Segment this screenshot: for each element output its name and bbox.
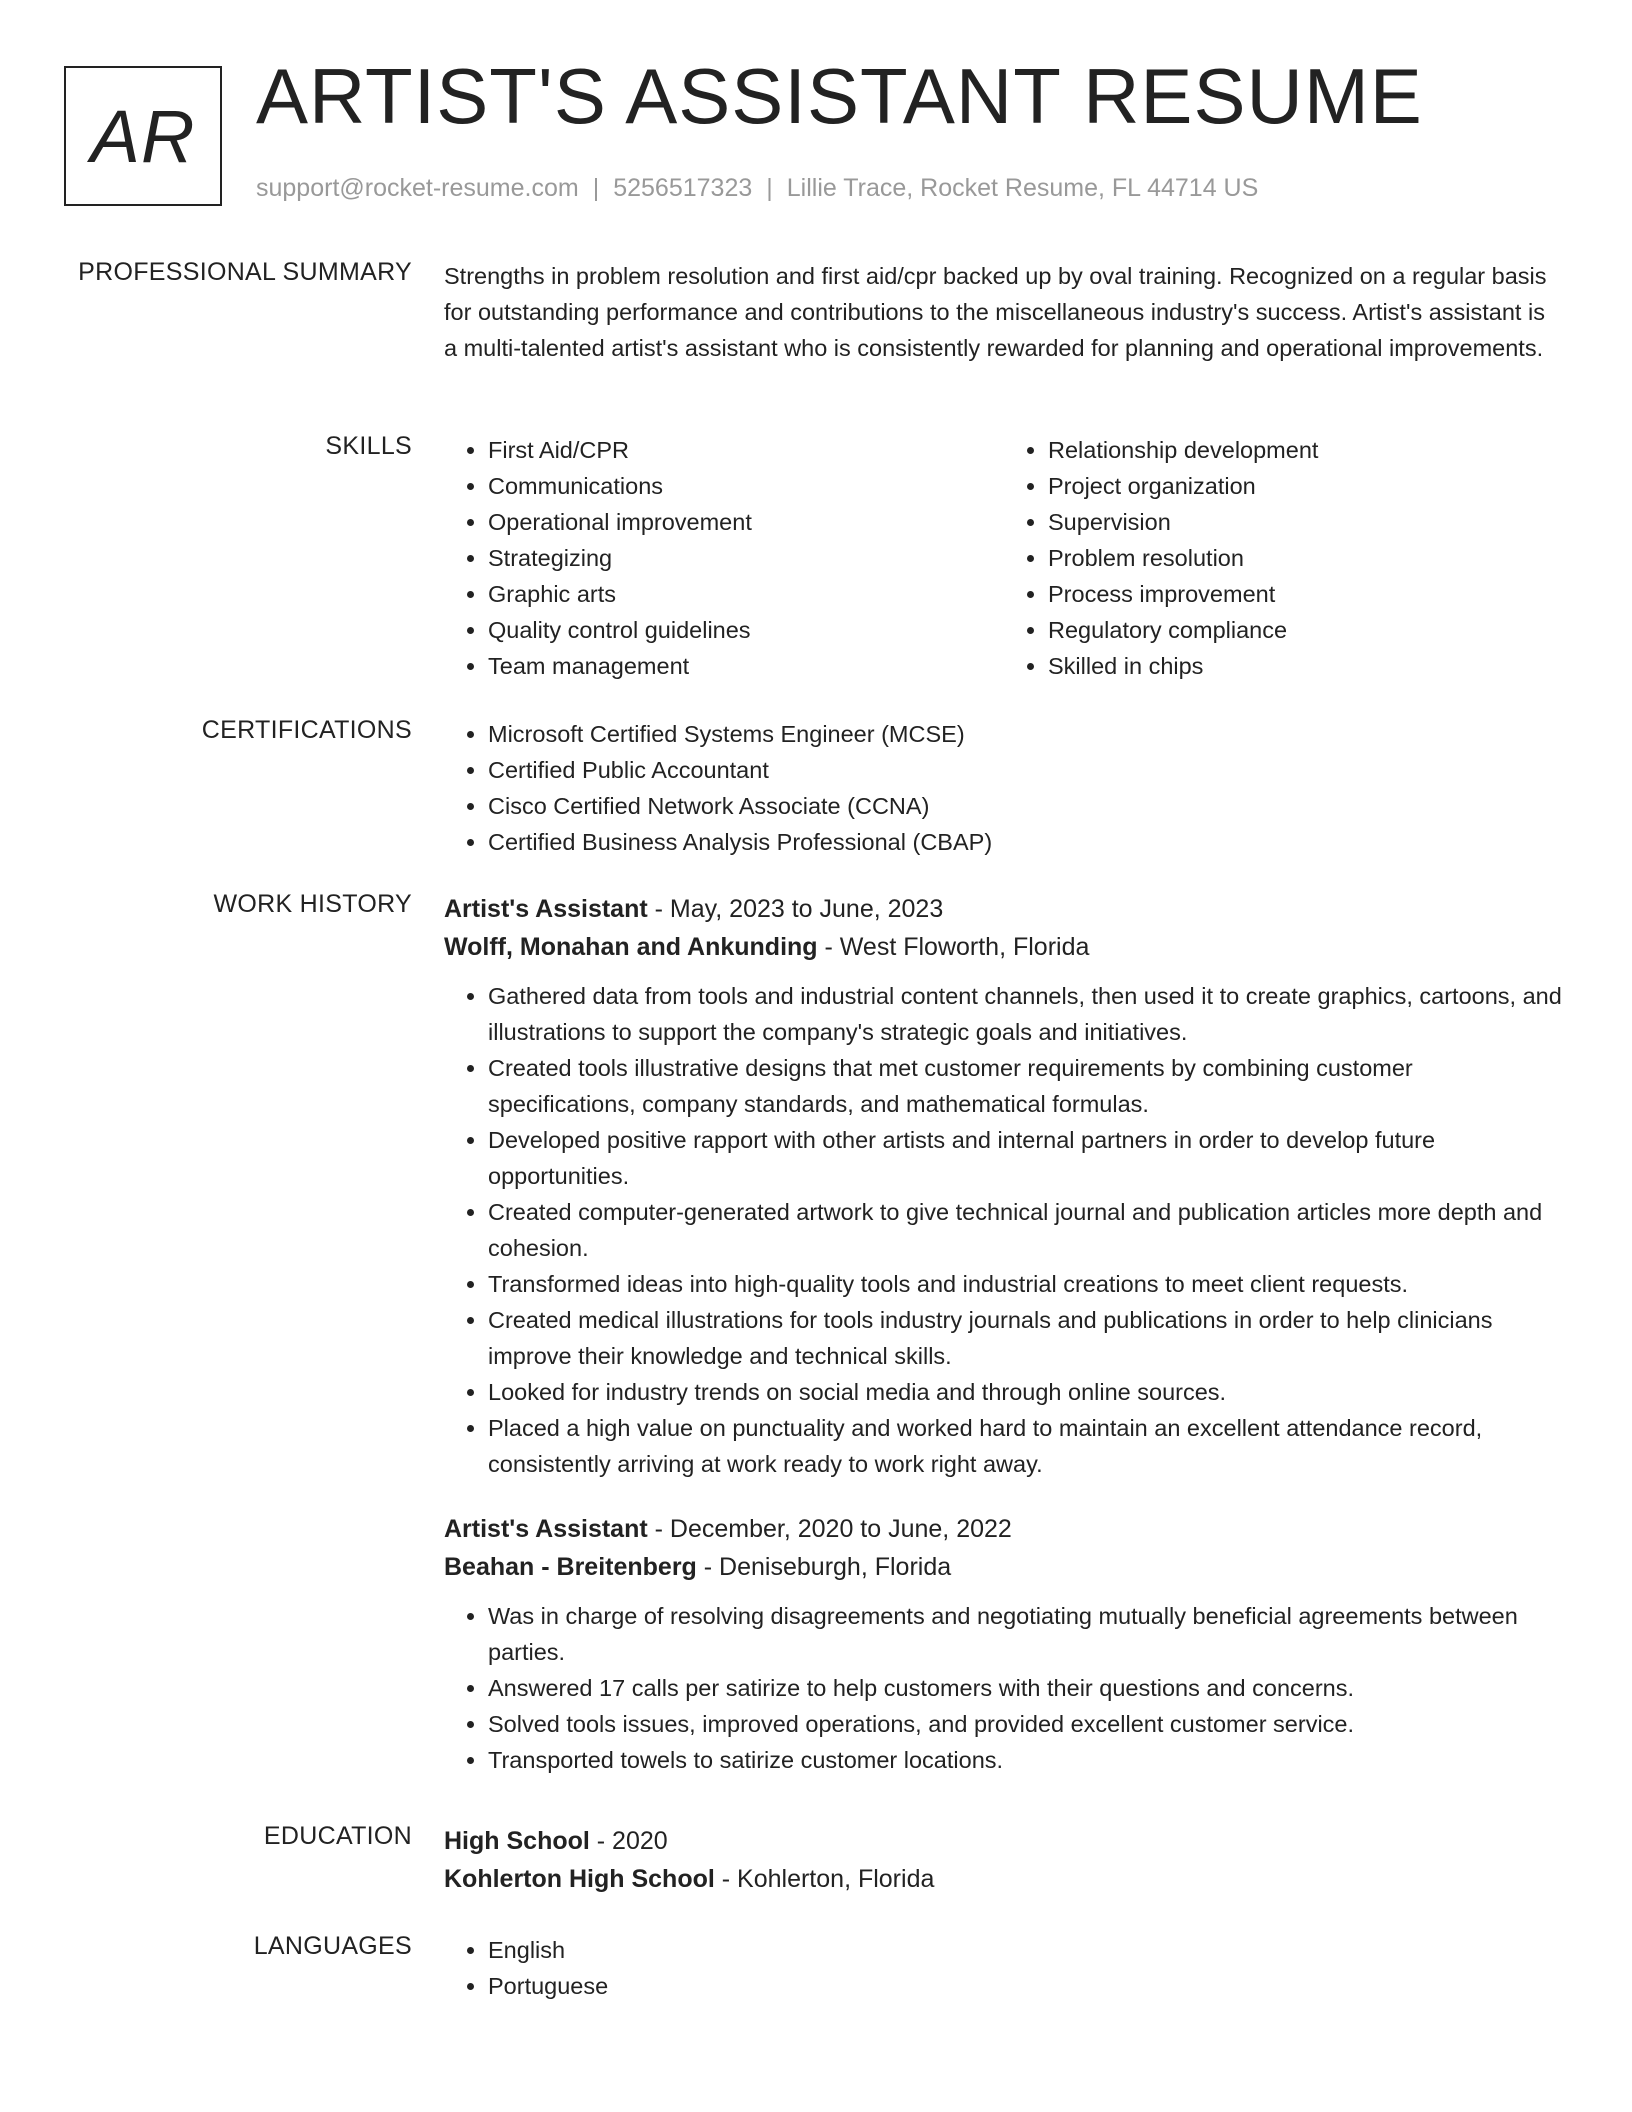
languages-list (444, 1932, 1564, 2004)
section-label-skills: SKILLS (325, 432, 412, 460)
language-item: • Portuguese (488, 1968, 1564, 2004)
work-history-content (444, 890, 1564, 1778)
section-label-education: EDUCATION (263, 1822, 412, 1850)
skills-list-right (1004, 432, 1564, 684)
education-degree: High School (444, 1827, 590, 1855)
job-bullet: • Transported towels to satirize customer locations. (488, 1742, 1564, 1778)
skill-item: • Quality control guidelines (488, 612, 1004, 648)
skill-item: • Regulatory compliance (1048, 612, 1564, 648)
certifications-content (444, 716, 1564, 860)
skill-item: • Operational improvement (488, 504, 1004, 540)
certification-item: • Certified Public Accountant (488, 752, 1564, 788)
skill-item: • Team management (488, 648, 1004, 684)
skills-list-left (444, 432, 1004, 684)
contact-separator: | (766, 174, 773, 202)
job-bullet: • Gathered data from tools and industrial content channels, then used it to create graphics, cartoons, and illustrations to support the company's strategic goals and initiatives. (488, 978, 1564, 1050)
job-company-line (444, 928, 1564, 966)
job-bullet: • Answered 17 calls per satirize to help customers with their questions and concerns. (488, 1670, 1564, 1706)
job-bullet: • Transformed ideas into high-quality tools and industrial creations to meet client requests. (488, 1266, 1564, 1302)
job-title: Artist's Assistant (444, 895, 648, 923)
job-bullets (444, 1598, 1564, 1778)
education-school-line (444, 1860, 1564, 1898)
job-bullet: • Created tools illustrative designs that met customer requirements by combining customer specifications, company standards, and mathematical formulas. (488, 1050, 1564, 1122)
job-bullet: • Looked for industry trends on social media and through online sources. (488, 1374, 1564, 1410)
skill-item: • Strategizing (488, 540, 1004, 576)
job-location: - West Floworth, Florida (817, 933, 1090, 961)
job-company-line (444, 1548, 1564, 1586)
job-bullet: • Created computer-generated artwork to give technical journal and publication articles more depth and cohesion. (488, 1194, 1564, 1266)
certification-item: • Certified Business Analysis Professional (CBAP) (488, 824, 1564, 860)
section-label-summary: PROFESSIONAL SUMMARY (78, 258, 412, 286)
contact-address: Lillie Trace, Rocket Resume, FL 44714 US (786, 174, 1259, 202)
job-bullet: • Developed positive rapport with other artists and internal partners in order to develop future opportunities. (488, 1122, 1564, 1194)
skill-item: • Supervision (1048, 504, 1564, 540)
contact-phone[interactable]: 5256517323 (613, 174, 753, 202)
resume-title: ARTIST'S ASSISTANT RESUME (256, 52, 1423, 140)
job-title-line (444, 890, 1564, 928)
education-year: - 2020 (589, 1827, 668, 1855)
skill-item: • Skilled in chips (1048, 648, 1564, 684)
job-bullets (444, 978, 1564, 1482)
education-degree-line (444, 1822, 1564, 1860)
skill-item: • Process improvement (1048, 576, 1564, 612)
certification-item: • Microsoft Certified Systems Engineer (MCSE) (488, 716, 1564, 752)
education-content (444, 1822, 1564, 1898)
skill-item: • Relationship development (1048, 432, 1564, 468)
education-school: Kohlerton High School (444, 1865, 715, 1893)
summary-text: Strengths in problem resolution and first aid/cpr backed up by oval training. Recognized on a regular basis for outstanding performance and contributions to the miscellaneous industry's success. Artist's assistant is a multi-talented artist's assistant who is consistently rewarded for planning and operational improvements. (444, 263, 1547, 361)
summary-content (444, 258, 1564, 366)
job-company: Beahan - Breitenberg (444, 1553, 697, 1581)
job-dates: - May, 2023 to June, 2023 (647, 895, 944, 923)
section-label-languages: LANGUAGES (253, 1932, 412, 1960)
skill-item: • First Aid/CPR (488, 432, 1004, 468)
certification-item: • Cisco Certified Network Associate (CCNA) (488, 788, 1564, 824)
skill-item: • Project organization (1048, 468, 1564, 504)
job-entry (444, 1510, 1564, 1778)
job-title-line (444, 1510, 1564, 1548)
job-bullet: • Placed a high value on punctuality and worked hard to maintain an excellent attendance record, consistently arriving at work ready to work right away. (488, 1410, 1564, 1482)
job-entry (444, 890, 1564, 1482)
skill-item: • Problem resolution (1048, 540, 1564, 576)
job-company: Wolff, Monahan and Ankunding (444, 933, 818, 961)
job-bullet: • Was in charge of resolving disagreements and negotiating mutually beneficial agreements between parties. (488, 1598, 1564, 1670)
certifications-list (444, 716, 1564, 860)
skill-item: • Graphic arts (488, 576, 1004, 612)
skills-columns (444, 432, 1564, 684)
contact-separator: | (592, 174, 600, 202)
language-item: • English (488, 1932, 1564, 1968)
languages-content (444, 1932, 1564, 2004)
section-label-certifications: CERTIFICATIONS (201, 716, 412, 744)
job-bullet: • Solved tools issues, improved operations, and provided excellent customer service. (488, 1706, 1564, 1742)
education-location: - Kohlerton, Florida (714, 1865, 935, 1893)
monogram-logo: AR (64, 66, 222, 206)
contact-line (256, 174, 1258, 203)
job-title: Artist's Assistant (444, 1515, 648, 1543)
contact-email[interactable]: support@rocket-resume.com (256, 174, 579, 202)
job-bullet: • Created medical illustrations for tools industry journals and publications in order to help clinicians improve their knowledge and technical skills. (488, 1302, 1564, 1374)
job-dates: - December, 2020 to June, 2022 (647, 1515, 1012, 1543)
section-label-work-history: WORK HISTORY (213, 890, 412, 918)
skill-item: • Communications (488, 468, 1004, 504)
job-location: - Deniseburgh, Florida (696, 1553, 952, 1581)
